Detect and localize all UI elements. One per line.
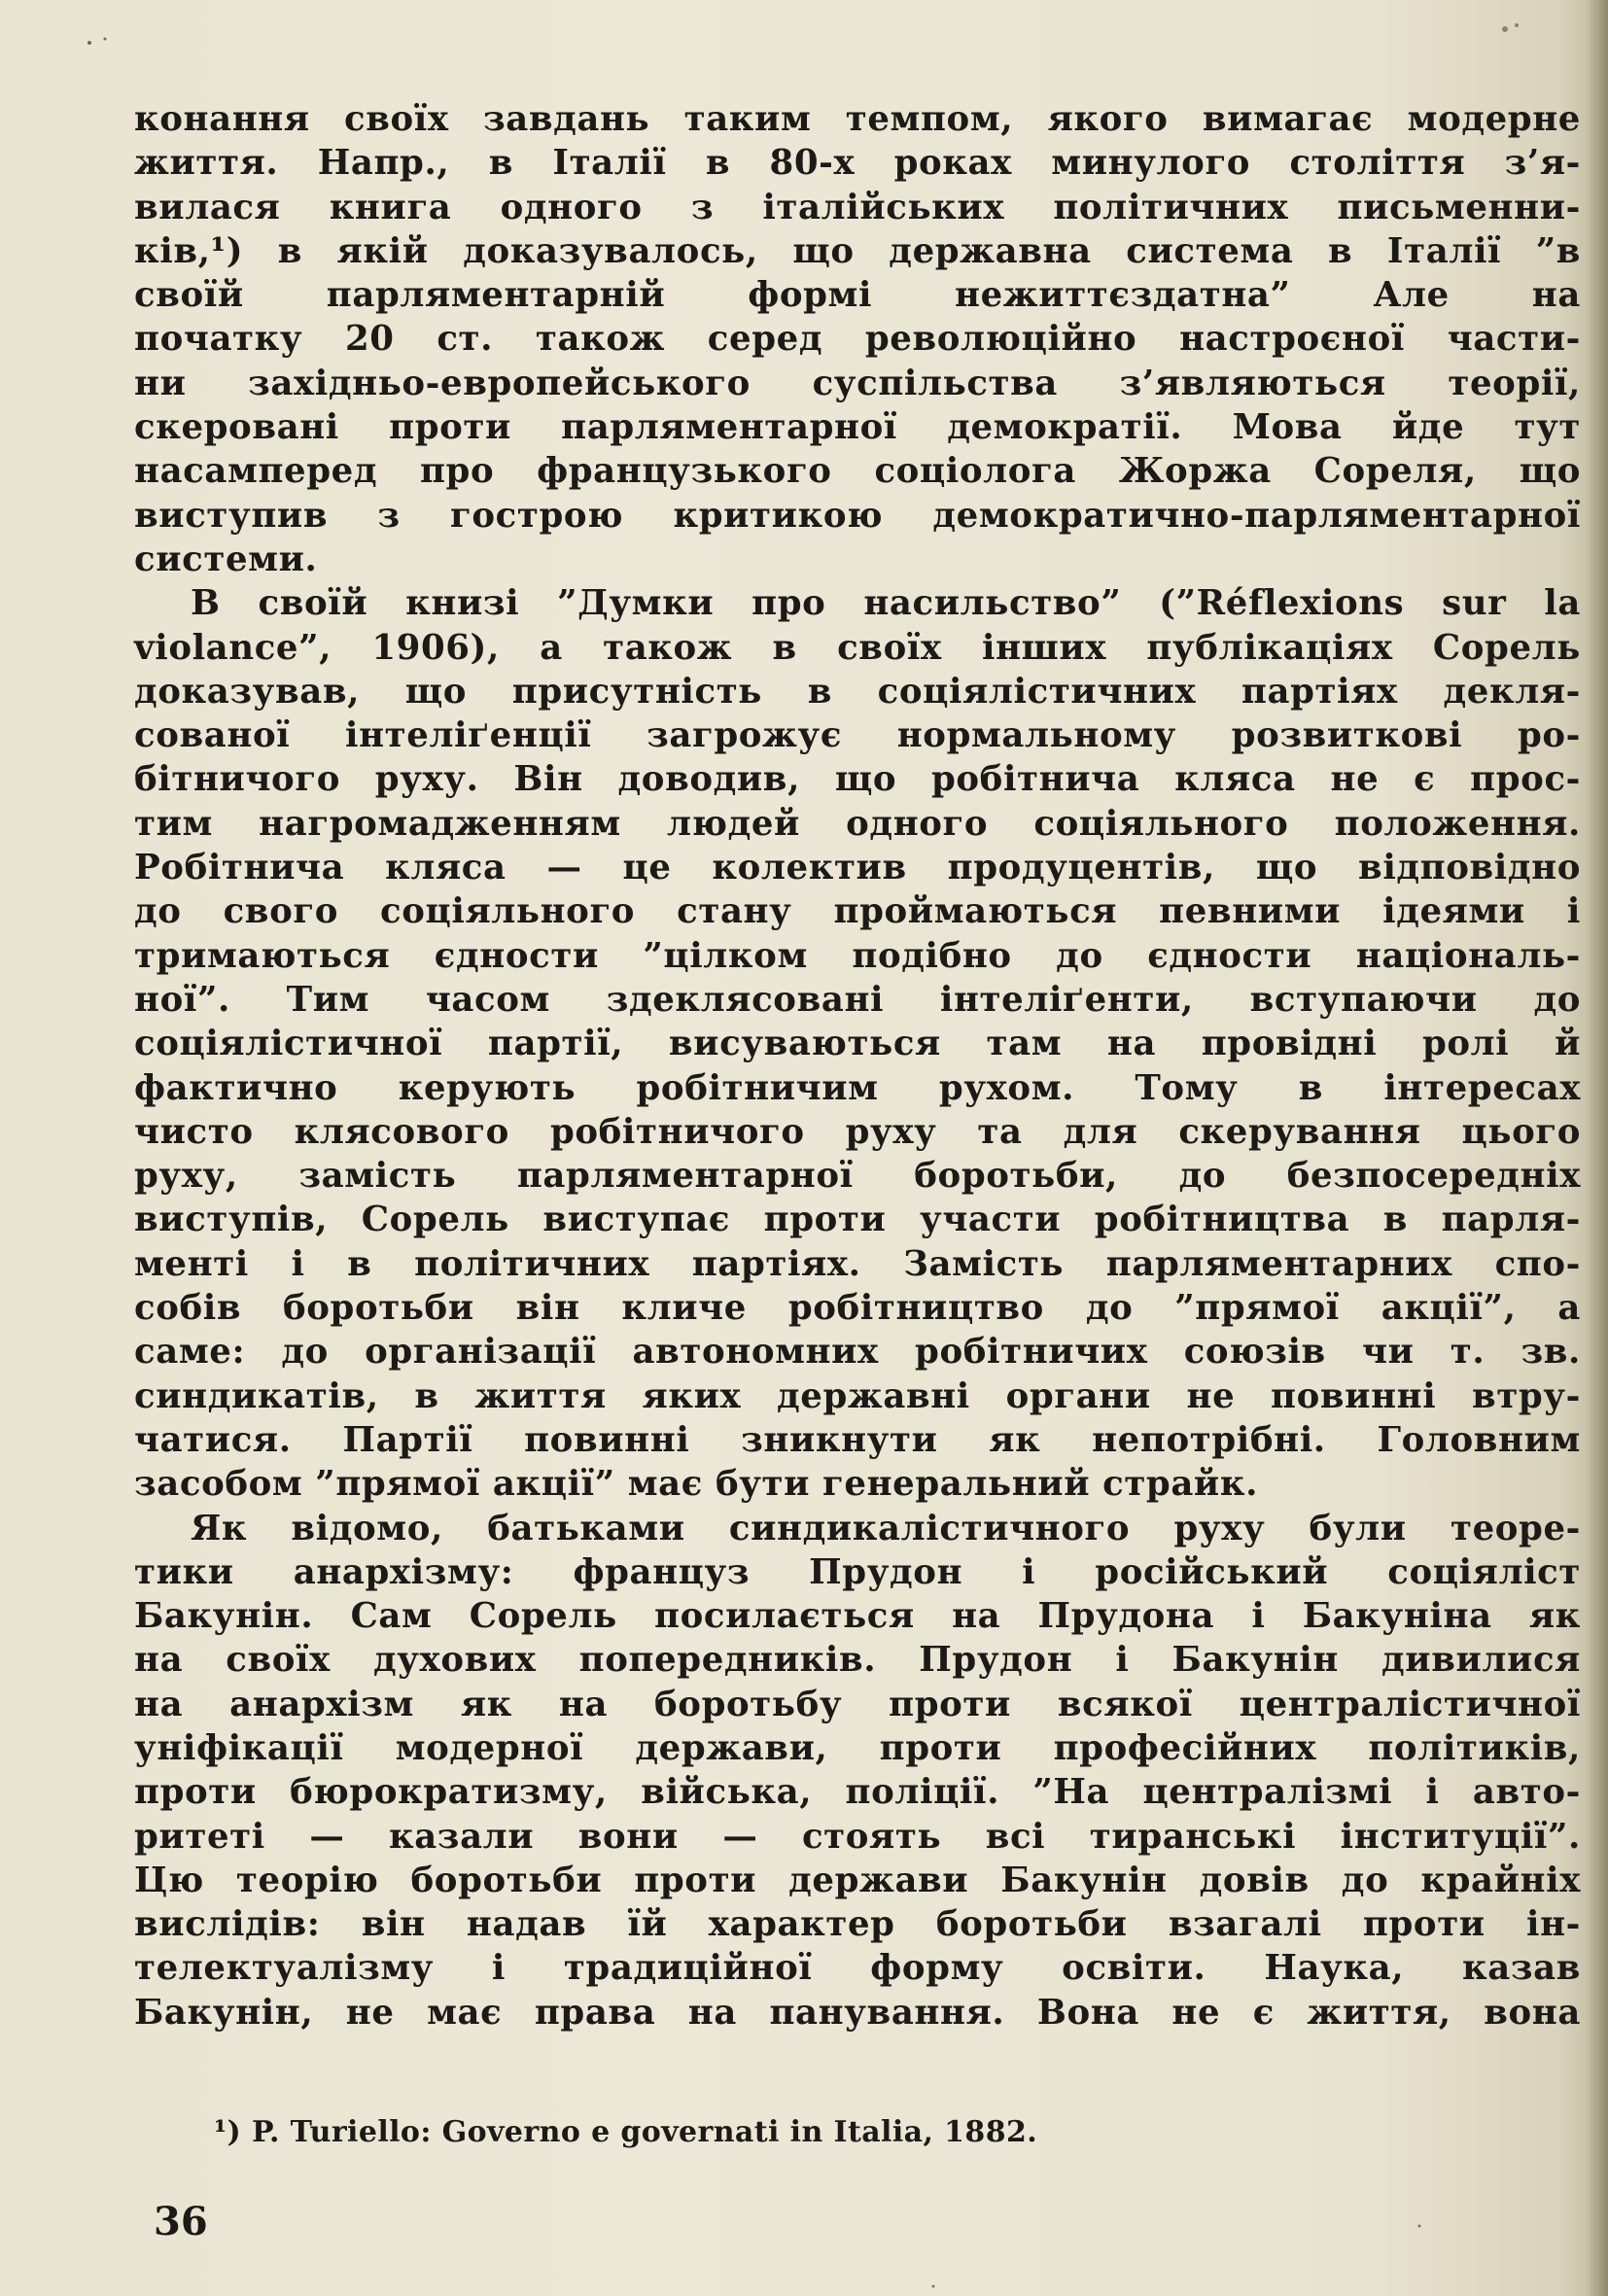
body-text xyxy=(134,97,1581,2035)
text-line: саме: до організації автономних робітничих союзів чи т. зв. xyxy=(134,1332,1581,1373)
text-line: вислідів: він надав їй характер боротьби взагалі проти ін- xyxy=(134,1904,1581,1945)
text-line: Бакунін, не має права на панування. Вона не є життя, вона xyxy=(134,1992,1581,2033)
text-line: своїй парляментарній формі нежиттєздатна” Але на xyxy=(134,275,1581,316)
paragraph-start-line: Як відомо, батьками синдикалістичного руху були теоре- xyxy=(191,1508,1581,1548)
text-line: виступів, Сорель виступає проти участи робітництва в парля- xyxy=(134,1200,1581,1240)
text-line: початку 20 ст. також серед революційно настроєної части- xyxy=(134,319,1581,360)
text-line: тримаються єдности ”цілком подібно до єдности національ- xyxy=(134,935,1581,976)
paragraph-end-line: засобом ”прямої акції” має бути генеральний страйк. xyxy=(134,1464,1259,1505)
text-line: проти бюрократизму, війська, поліції. ”На централізмі і авто- xyxy=(134,1772,1581,1813)
text-line: руху, замість парляментарної боротьби, до безпосередніх xyxy=(134,1156,1581,1197)
page-number: 36 xyxy=(154,2199,208,2244)
text-line: ків,¹) в якій доказувалось, що державна система в Італії ”в xyxy=(134,230,1581,271)
text-line: тим нагромадженням людей одного соціяльного положення. xyxy=(134,803,1581,844)
text-line: до свого соціяльного стану проймаються певними ідеями і xyxy=(134,891,1581,932)
text-line: синдикатів, в життя яких державні органи не повинні втру- xyxy=(134,1375,1581,1416)
text-line: ної”. Тим часом здеклясовані інтеліґенти, вступаючи до xyxy=(134,979,1581,1020)
text-line: соціялістичної партії, висуваються там на провідні ролі й xyxy=(134,1024,1581,1064)
paragraph-start-line: В своїй книзі ”Думки про насильство” (”Réflexions sur la xyxy=(191,583,1581,624)
text-line: телектуалізму і традиційної форму освіти. Наука, казав xyxy=(134,1948,1581,1989)
text-line: ритеті — казали вони — стоять всі тиранські інституції”. xyxy=(134,1816,1581,1857)
text-line: Бакунін. Сам Сорель посилається на Прудона і Бакуніна як xyxy=(134,1596,1581,1637)
text-line: конання своїх завдань таким темпом, якого вимагає модерне xyxy=(134,99,1581,139)
text-line: вилася книга одного з італійських політичних письменни- xyxy=(134,187,1581,227)
text-line: доказував, що присутність в соціялістичних партіях декля- xyxy=(134,671,1581,712)
text-line: сованої інтеліґенції загрожує нормальному розвиткові ро- xyxy=(134,715,1581,756)
text-line: ни західньо-европейського суспільства з’являються теорії, xyxy=(134,363,1581,403)
page-edge-shadow xyxy=(1587,0,1608,2296)
text-line: на своїх духових попередників. Прудон і Бакунін дивилися xyxy=(134,1640,1581,1681)
footnote: ¹) P. Turiello: Governo e governati in Italia, 1882. xyxy=(214,2115,1038,2149)
text-line: собів боротьби він кличе робітництво до ”прямої акції”, а xyxy=(134,1288,1581,1329)
text-line: виступив з гострою критикою демократично-парляментарної xyxy=(134,495,1581,536)
text-line: Робітнича кляса — це колектив продуцентів, що відповідно xyxy=(134,848,1581,888)
text-line: насамперед про французького соціолога Жоржа Сореля, що xyxy=(134,451,1581,492)
text-line: уніфікації модерної держави, проти професійних політиків, xyxy=(134,1727,1581,1768)
text-line: скеровані проти парляментарної демократії. Мова йде тут xyxy=(134,407,1581,448)
text-line: менті і в політичних партіях. Замість парляментарних спо- xyxy=(134,1243,1581,1284)
text-line: violance”, 1906), а також в своїх інших публікаціях Сорель xyxy=(134,627,1581,668)
paragraph-end-line: системи. xyxy=(134,539,318,579)
text-line: життя. Напр., в Італії в 80-х роках минулого століття з’я- xyxy=(134,143,1581,184)
text-line: тики анархізму: француз Прудон і російський соціяліст xyxy=(134,1551,1581,1592)
text-line: Цю теорію боротьби проти держави Бакунін довів до крайніх xyxy=(134,1860,1581,1900)
text-line: бітничого руху. Він доводив, що робітнича кляса не є прос- xyxy=(134,759,1581,800)
text-line: чатися. Партії повинні зникнути як непотрібні. Головним xyxy=(134,1419,1581,1460)
text-line: чисто клясового робітничого руху та для скерування цього xyxy=(134,1111,1581,1152)
text-line: фактично керують робітничим рухом. Тому в інтересах xyxy=(134,1067,1581,1108)
text-line: на анархізм як на боротьбу проти всякої централістичної xyxy=(134,1684,1581,1724)
